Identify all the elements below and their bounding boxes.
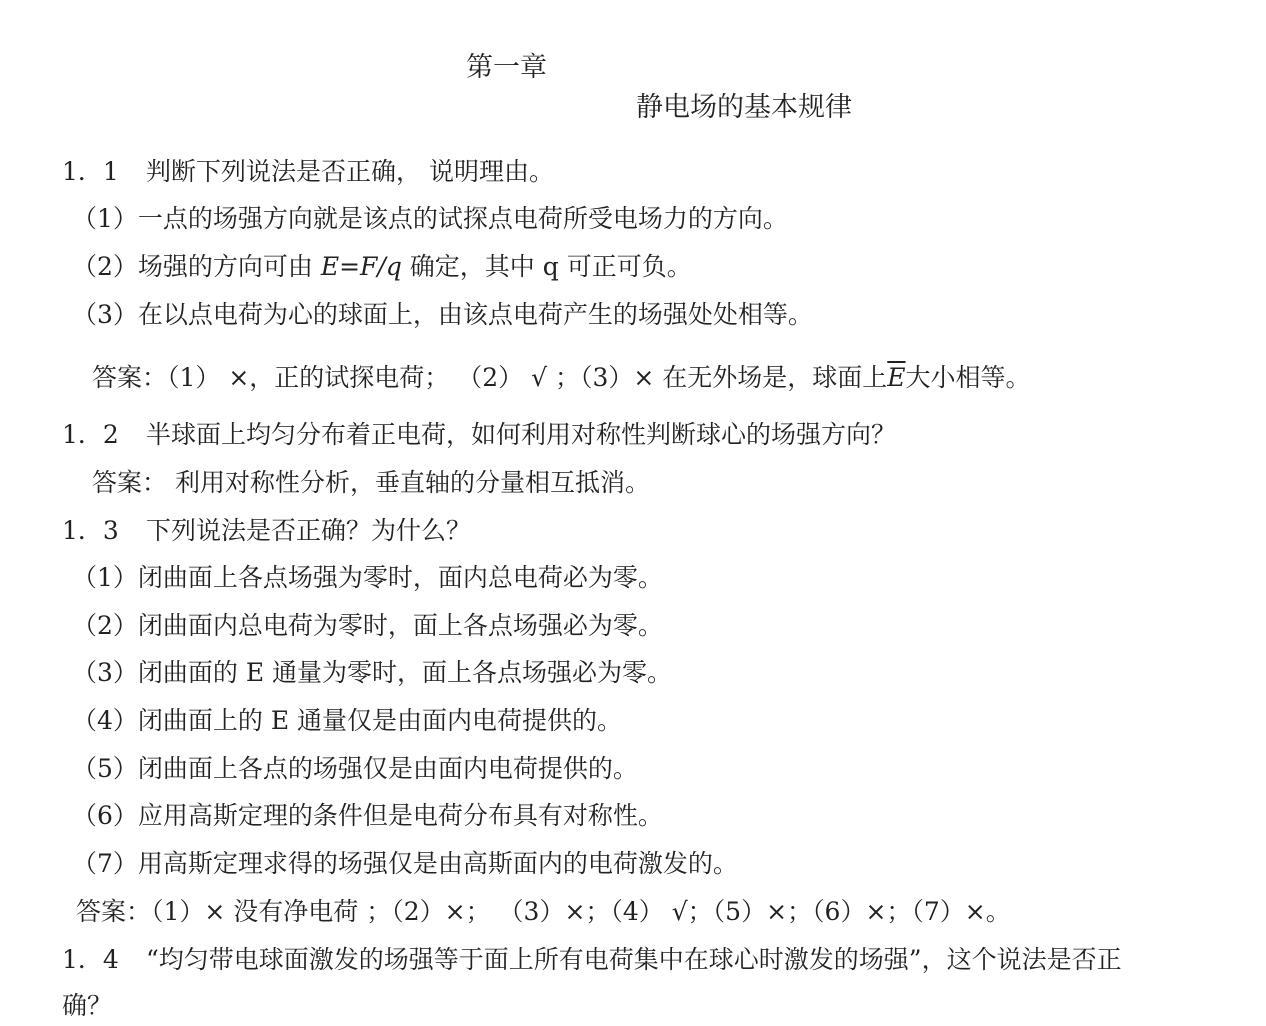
question-1-4 (62, 940, 1122, 980)
question-1-1-item-3: （3）在以点电荷为心的球面上，由该点电荷产生的场强处处相等。 (72, 300, 813, 329)
chapter-name: 静电场的基本规律 (636, 92, 852, 123)
question-text: 下列说法是否正确？为什么？ (146, 516, 472, 545)
question-1-3-item-5: （5）闭曲面上各点的场强仅是由面内电荷提供的。 (72, 754, 638, 783)
answer-1-2: 答案： 利用对称性分析，垂直轴的分量相互抵消。 (92, 468, 650, 497)
formula: E=F/q (320, 252, 402, 281)
question-1-1 (62, 152, 554, 192)
chapter-title (0, 8, 1266, 128)
question-1-3-item-3: （3）闭曲面的 E 通量为零时，面上各点场强必为零。 (72, 658, 673, 687)
field-vector-symbol: $\overline{E}$ (887, 363, 906, 392)
question-number: 1．4 (62, 945, 119, 974)
question-text: 判断下列说法是否正确， 说明理由。 (146, 157, 554, 186)
question-1-3 (62, 511, 471, 551)
question-1-3-item-7: （7）用高斯定理求得的场强仅是由高斯面内的电荷激发的。 (72, 849, 738, 878)
question-text: 半球面上均匀分布着正电荷，如何利用对称性判断球心的场强方向？ (146, 420, 897, 449)
question-1-4-continued: 确？ (62, 991, 113, 1020)
question-number: 1．2 (62, 420, 119, 449)
question-text: “均匀带电球面激发的场强等于面上所有电荷集中在球心时激发的场强”，这个说法是否正 (146, 945, 1122, 974)
answer-1-1: 答案：（1） ×，正的试探电荷； （2） √ ；（3）× 在无外场是，球面上$\overline{E}$大小相等。 (92, 363, 1031, 392)
question-number: 1．3 (62, 516, 119, 545)
chapter-number: 第一章 (466, 52, 547, 83)
question-number: 1．1 (62, 157, 119, 186)
question-1-2 (62, 415, 896, 455)
question-1-3-item-4: （4）闭曲面上的 E 通量仅是由面内电荷提供的。 (72, 706, 623, 735)
question-1-1-item-2: （2）场强的方向可由 E=F/q 确定，其中 q 可正可负。 (72, 252, 692, 281)
question-1-3-item-1: （1）闭曲面上各点场强为零时，面内总电荷必为零。 (72, 563, 663, 592)
answer-1-3: 答案：（1）× 没有净电荷 ；（2）×； （3）×；（4） √；（5）×；（6）×；（7）×。 (76, 897, 1011, 926)
question-1-3-item-2: （2）闭曲面内总电荷为零时，面上各点场强必为零。 (72, 611, 663, 640)
question-1-1-item-1: （1）一点的场强方向就是该点的试探点电荷所受电场力的方向。 (72, 204, 788, 233)
question-1-3-item-6: （6）应用高斯定理的条件但是电荷分布具有对称性。 (72, 801, 663, 830)
